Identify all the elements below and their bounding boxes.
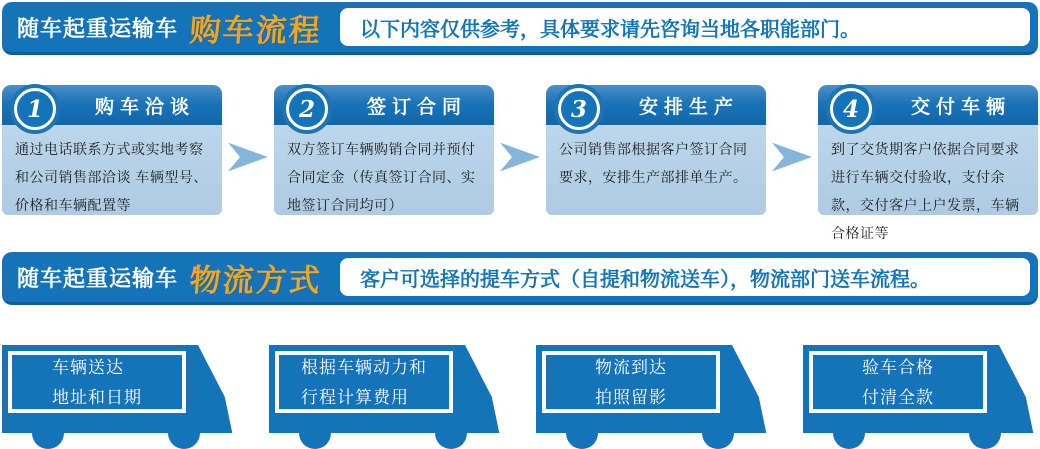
truck-wheel-icon xyxy=(566,417,598,449)
truck-icon-2 xyxy=(269,345,504,449)
truck-step-text xyxy=(301,353,427,413)
truck-text-line2: 地址和日期 xyxy=(52,388,142,407)
truck-step-text xyxy=(52,353,142,413)
logistics-title: 物流方式 xyxy=(188,262,324,298)
truck-icon-3 xyxy=(536,345,771,449)
truck-text-line1: 物流到达 xyxy=(595,358,667,377)
truck-text-line1: 验车合格 xyxy=(862,358,934,377)
step-number-badge: 1 xyxy=(14,88,56,130)
truck-text-line2: 付清全款 xyxy=(862,388,934,407)
brand-label: 随车起重运输车 xyxy=(17,15,179,41)
purchase-notice-box xyxy=(340,8,1030,46)
logistics-notice-text: 客户可选择的提车方式（自提和物流送车），物流部门送车流程。 xyxy=(360,268,931,291)
step-description: 双方签订车辆购销合同并预付合同定金（传真签订合同、实地签订合同均可） xyxy=(274,125,494,215)
step-card-3 xyxy=(546,85,766,215)
truck-cab-icon xyxy=(457,345,504,433)
step-description: 公司销售部根据客户签订合同要求，安排生产部排单生产。 xyxy=(546,125,766,215)
step-description: 到了交货期客户依据合同要求进行车辆交付验收，支付余款，交付客户上户发票，车辆合格证等 xyxy=(818,125,1038,215)
purchase-flow-title: 购车流程 xyxy=(188,12,324,48)
truck-wheel-icon xyxy=(833,417,865,449)
purchase-notice-text: 以下内容仅供参考，具体要求请先咨询当地各职能部门。 xyxy=(360,18,861,41)
truck-wheel-icon xyxy=(32,417,64,449)
step-card-4 xyxy=(818,85,1038,241)
truck-text-line2: 拍照留影 xyxy=(595,388,667,407)
brand-label: 随车起重运输车 xyxy=(17,265,179,291)
truck-cab-icon xyxy=(724,345,771,433)
step-card-1 xyxy=(2,85,222,215)
truck-wheel-icon xyxy=(969,417,1001,449)
truck-icon-1 xyxy=(2,345,237,449)
truck-step-text xyxy=(595,353,667,413)
truck-text-line1: 车辆送达 xyxy=(52,358,124,377)
truck-cab-icon xyxy=(190,345,237,433)
step-title: 交付车辆 xyxy=(910,96,1011,118)
step-title: 安排生产 xyxy=(638,96,739,118)
purchase-banner xyxy=(2,2,1038,55)
truck-step-text xyxy=(862,353,934,413)
arrow-right-icon xyxy=(772,139,812,175)
truck-cargo-box xyxy=(2,345,192,433)
truck-wheel-icon xyxy=(702,417,734,449)
step-card-2 xyxy=(274,85,494,215)
truck-cab-icon xyxy=(991,345,1038,433)
step-description: 通过电话联系方式或实地考察和公司销售部洽谈 车辆型号、价格和车辆配置等 xyxy=(2,125,222,215)
logistics-notice-box xyxy=(340,258,1030,296)
truck-cargo-box xyxy=(536,345,726,433)
step-number-badge: 3 xyxy=(558,88,600,130)
truck-text-line1: 根据车辆动力和 xyxy=(301,358,427,377)
step-header-2 xyxy=(274,85,494,125)
step-title: 购车洽谈 xyxy=(94,96,195,118)
truck-wheel-icon xyxy=(435,417,467,449)
step-number-badge: 4 xyxy=(830,88,872,130)
truck-wheel-icon xyxy=(168,417,200,449)
truck-wheel-icon xyxy=(299,417,331,449)
logistics-banner xyxy=(2,252,1038,305)
truck-cargo-box xyxy=(269,345,459,433)
logistics-trucks-row xyxy=(0,345,1040,449)
arrow-right-icon xyxy=(228,139,268,175)
arrow-right-icon xyxy=(500,139,540,175)
step-number-badge: 2 xyxy=(286,88,328,130)
step-title: 签订合同 xyxy=(366,96,467,118)
purchase-steps-row xyxy=(0,85,1040,241)
truck-cargo-box xyxy=(803,345,993,433)
truck-icon-4 xyxy=(803,345,1038,449)
truck-text-line2: 行程计算费用 xyxy=(301,388,409,407)
step-header-4 xyxy=(818,85,1038,125)
step-header-3 xyxy=(546,85,766,125)
step-header-1 xyxy=(2,85,222,125)
